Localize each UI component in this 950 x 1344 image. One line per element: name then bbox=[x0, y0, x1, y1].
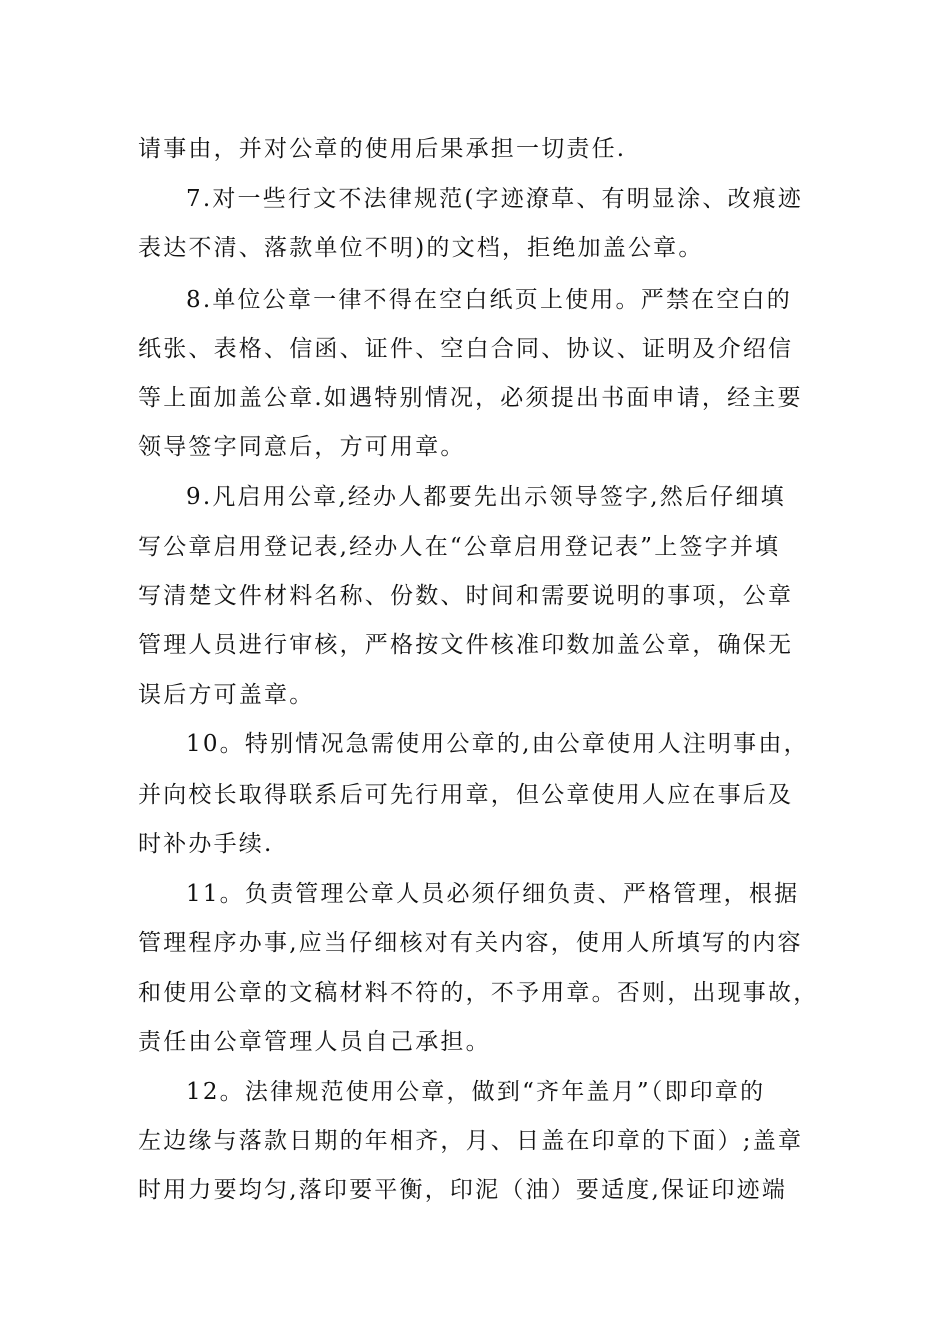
text-line: 领导签字同意后，方可用章。 bbox=[138, 434, 466, 460]
text-line: 左边缘与落款日期的年相齐，月、日盖在印章的下面）;盖章 bbox=[138, 1128, 804, 1154]
text-line: 写公章启用登记表,经办人在“公章启用登记表”上签字并填 bbox=[138, 534, 781, 560]
text-line: 管理人员进行审核，严格按文件核准印数加盖公章，确保无 bbox=[138, 632, 794, 658]
text-line: 7.对一些行文不法律规范(字迹潦草、有明显涂、改痕迹 bbox=[186, 186, 804, 212]
text-line: 管理程序办事,应当仔细核对有关内容，使用人所填写的内容 bbox=[138, 930, 803, 956]
text-line: 纸张、表格、信函、证件、空白合同、协议、证明及介绍信 bbox=[138, 336, 794, 362]
text-line: 10。特别情况急需使用公章的,由公章使用人注明事由， bbox=[186, 731, 809, 757]
text-line: 时用力要均匀,落印要平衡，印泥（油）要适度,保证印迹端 bbox=[138, 1177, 788, 1203]
text-line: 和使用公章的文稿材料不符的，不予用章。否则，出现事故， bbox=[138, 980, 819, 1006]
text-line: 9.凡启用公章,经办人都要先出示领导签字,然后仔细填 bbox=[186, 484, 786, 510]
text-line: 等上面加盖公章.如遇特别情况，必须提出书面申请，经主要 bbox=[138, 385, 803, 411]
text-line: 时补办手续. bbox=[138, 831, 274, 857]
text-line: 请事由，并对公章的使用后果承担一切责任. bbox=[138, 136, 627, 162]
text-line: 8.单位公章一律不得在空白纸页上使用。严禁在空白的 bbox=[186, 287, 792, 313]
text-line: 写清楚文件材料名称、份数、时间和需要说明的事项，公章 bbox=[138, 583, 794, 609]
text-line: 责任由公章管理人员自己承担。 bbox=[138, 1029, 491, 1055]
text-line: 并向校长取得联系后可先行用章，但公章使用人应在事后及 bbox=[138, 782, 794, 808]
text-line: 12。法律规范使用公章，做到“齐年盖月”（即印章的 bbox=[186, 1079, 766, 1105]
text-line: 误后方可盖章。 bbox=[138, 682, 315, 708]
text-line: 11。负责管理公章人员必须仔细负责、严格管理，根据 bbox=[186, 881, 800, 907]
text-line: 表达不清、落款单位不明)的文档，拒绝加盖公章。 bbox=[138, 235, 704, 261]
